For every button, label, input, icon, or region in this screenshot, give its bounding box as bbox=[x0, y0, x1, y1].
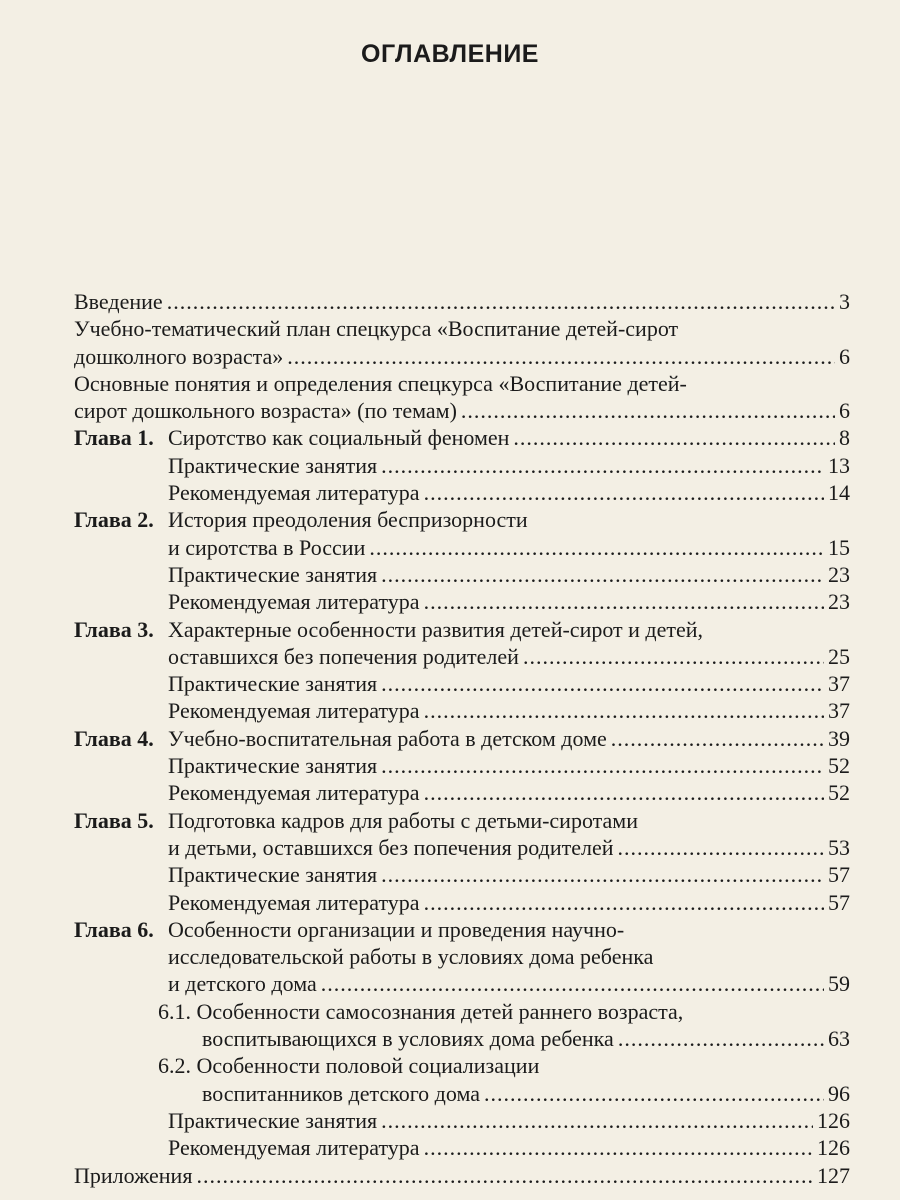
toc-entry bbox=[74, 1107, 850, 1134]
chapter-label: Глава 5. bbox=[74, 807, 154, 833]
toc-entry-title: Рекомендуемая литература bbox=[168, 480, 420, 506]
dot-leader bbox=[381, 670, 824, 697]
dot-leader bbox=[611, 725, 824, 752]
toc-entry bbox=[74, 725, 850, 752]
toc-entry bbox=[74, 370, 850, 397]
page-number: 52 bbox=[828, 753, 850, 779]
toc-entry-title: Основные понятия и определения спецкурса «Воспитание детей- bbox=[74, 370, 687, 396]
toc-entry-title: и сиротства в России bbox=[168, 534, 366, 560]
dot-leader bbox=[381, 752, 824, 779]
toc-entry-title: Практические занятия bbox=[168, 1107, 378, 1133]
dot-leader bbox=[381, 1107, 813, 1134]
dot-leader bbox=[381, 861, 824, 888]
page-number: 37 bbox=[828, 698, 850, 724]
toc-entry-title: Введение bbox=[74, 289, 163, 314]
toc-entry bbox=[74, 889, 850, 916]
dot-leader bbox=[196, 1162, 813, 1189]
toc-entry bbox=[74, 616, 850, 643]
page-number: 23 bbox=[828, 589, 850, 615]
toc-entry-title: воспитанников детского дома bbox=[202, 1080, 480, 1106]
toc-entry-title: Приложения bbox=[74, 1162, 193, 1188]
page-number: 126 bbox=[817, 1107, 850, 1133]
dot-leader bbox=[513, 424, 835, 451]
dot-leader bbox=[424, 697, 824, 724]
page-number: 57 bbox=[828, 862, 850, 888]
page-number: 23 bbox=[828, 561, 850, 587]
dot-leader bbox=[321, 970, 824, 997]
page-number: 15 bbox=[828, 534, 850, 560]
page-number: 3 bbox=[839, 289, 850, 314]
page-number: 37 bbox=[828, 671, 850, 697]
toc-entry bbox=[74, 343, 850, 370]
page-number: 57 bbox=[828, 889, 850, 915]
chapter-label: Глава 1. bbox=[74, 425, 154, 451]
dot-leader bbox=[424, 889, 824, 916]
toc-entry-title: 6.1. Особенности самосознания детей раннего возраста, bbox=[158, 998, 684, 1024]
toc-entry bbox=[74, 315, 850, 342]
dot-leader bbox=[523, 643, 824, 670]
dot-leader bbox=[424, 479, 824, 506]
toc-entry-title: Сиротство как социальный феномен bbox=[168, 425, 510, 451]
page-number: 126 bbox=[817, 1135, 850, 1161]
toc-entry-title: исследовательской работы в условиях дома ребенка bbox=[168, 944, 654, 970]
toc-entry bbox=[74, 998, 850, 1025]
toc-entry bbox=[74, 670, 850, 697]
page-number: 25 bbox=[828, 643, 850, 669]
toc-entry bbox=[74, 1025, 850, 1052]
toc-entry bbox=[74, 861, 850, 888]
toc-entry-title: Учебно-тематический план спецкурса «Воспитание детей-сирот bbox=[74, 316, 679, 342]
page-number: 53 bbox=[828, 834, 850, 860]
dot-leader bbox=[424, 588, 824, 615]
toc-entry bbox=[74, 397, 850, 424]
toc-entry-title: Рекомендуемая литература bbox=[168, 889, 420, 915]
dot-leader bbox=[287, 343, 835, 370]
page-number: 6 bbox=[839, 343, 850, 369]
toc-entry-title: Рекомендуемая литература bbox=[168, 780, 420, 806]
toc-entry bbox=[74, 970, 850, 997]
toc-entry bbox=[74, 534, 850, 561]
toc-entry-title: Практические занятия bbox=[168, 753, 378, 779]
toc-entry bbox=[74, 916, 850, 943]
dot-leader bbox=[424, 779, 824, 806]
dot-leader bbox=[381, 561, 824, 588]
toc-entry bbox=[74, 643, 850, 670]
page-number: 59 bbox=[828, 971, 850, 997]
toc-entry bbox=[74, 506, 850, 533]
toc-entry-title: Рекомендуемая литература bbox=[168, 698, 420, 724]
page-number: 8 bbox=[839, 425, 850, 451]
page-number: 13 bbox=[828, 452, 850, 478]
toc-entry-title: 6.2. Особенности половой социализации bbox=[158, 1053, 540, 1079]
dot-leader bbox=[424, 1134, 813, 1161]
toc-entry-title: Практические занятия bbox=[168, 452, 378, 478]
page-number: 6 bbox=[839, 398, 850, 424]
toc-entry-title: и детьми, оставшихся без попечения родителей bbox=[168, 834, 614, 860]
toc-entry-title: Характерные особенности развития детей-сирот и детей, bbox=[168, 616, 704, 642]
page-number: 127 bbox=[817, 1162, 850, 1188]
toc-entry bbox=[74, 779, 850, 806]
dot-leader bbox=[369, 534, 824, 561]
table-of-contents bbox=[74, 288, 850, 1189]
toc-entry bbox=[74, 943, 850, 970]
toc-entry bbox=[74, 834, 850, 861]
toc-entry-title: Практические занятия bbox=[168, 862, 378, 888]
chapter-label: Глава 6. bbox=[74, 916, 154, 942]
page-title: ОГЛАВЛЕНИЕ bbox=[361, 40, 539, 68]
chapter-label: Глава 3. bbox=[74, 616, 154, 642]
toc-entry-title: Учебно-воспитательная работа в детском доме bbox=[168, 725, 607, 751]
dot-leader bbox=[461, 397, 835, 424]
toc-entry-title: Рекомендуемая литература bbox=[168, 1135, 420, 1161]
toc-entry-title: дошколного возраста» bbox=[74, 343, 284, 369]
toc-entry bbox=[74, 424, 850, 451]
page-number: 14 bbox=[828, 480, 850, 506]
page-number: 63 bbox=[828, 1026, 850, 1052]
toc-entry-title: Практические занятия bbox=[168, 561, 378, 587]
toc-entry-title: и детского дома bbox=[168, 971, 317, 997]
toc-entry bbox=[74, 697, 850, 724]
toc-entry-title: История преодоления беспризорности bbox=[168, 507, 528, 533]
page-number: 96 bbox=[828, 1080, 850, 1106]
page-number: 52 bbox=[828, 780, 850, 806]
toc-entry bbox=[74, 588, 850, 615]
toc-entry-title: Особенности организации и проведения научно- bbox=[168, 916, 625, 942]
toc-entry-title: Подготовка кадров для работы с детьми-сиротами bbox=[168, 807, 639, 833]
toc-entry bbox=[74, 1080, 850, 1107]
dot-leader bbox=[484, 1080, 824, 1107]
dot-leader bbox=[167, 288, 835, 315]
page-number: 39 bbox=[828, 725, 850, 751]
toc-entry bbox=[74, 288, 850, 315]
toc-entry bbox=[74, 807, 850, 834]
toc-entry-title: сирот дошкольного возраста» (по темам) bbox=[74, 398, 457, 424]
toc-entry bbox=[74, 1134, 850, 1161]
toc-entry bbox=[74, 1052, 850, 1079]
dot-leader bbox=[618, 1025, 824, 1052]
toc-entry-title: Рекомендуемая литература bbox=[168, 589, 420, 615]
toc-entry bbox=[74, 561, 850, 588]
toc-entry-title: оставшихся без попечения родителей bbox=[168, 643, 519, 669]
toc-entry bbox=[74, 452, 850, 479]
dot-leader bbox=[381, 452, 824, 479]
toc-entry bbox=[74, 479, 850, 506]
toc-entry-title: воспитывающихся в условиях дома ребенка bbox=[202, 1026, 614, 1052]
toc-entry-title: Практические занятия bbox=[168, 671, 378, 697]
toc-entry bbox=[74, 1162, 850, 1189]
toc-entry bbox=[74, 752, 850, 779]
chapter-label: Глава 2. bbox=[74, 507, 154, 533]
dot-leader bbox=[618, 834, 825, 861]
chapter-label: Глава 4. bbox=[74, 725, 154, 751]
